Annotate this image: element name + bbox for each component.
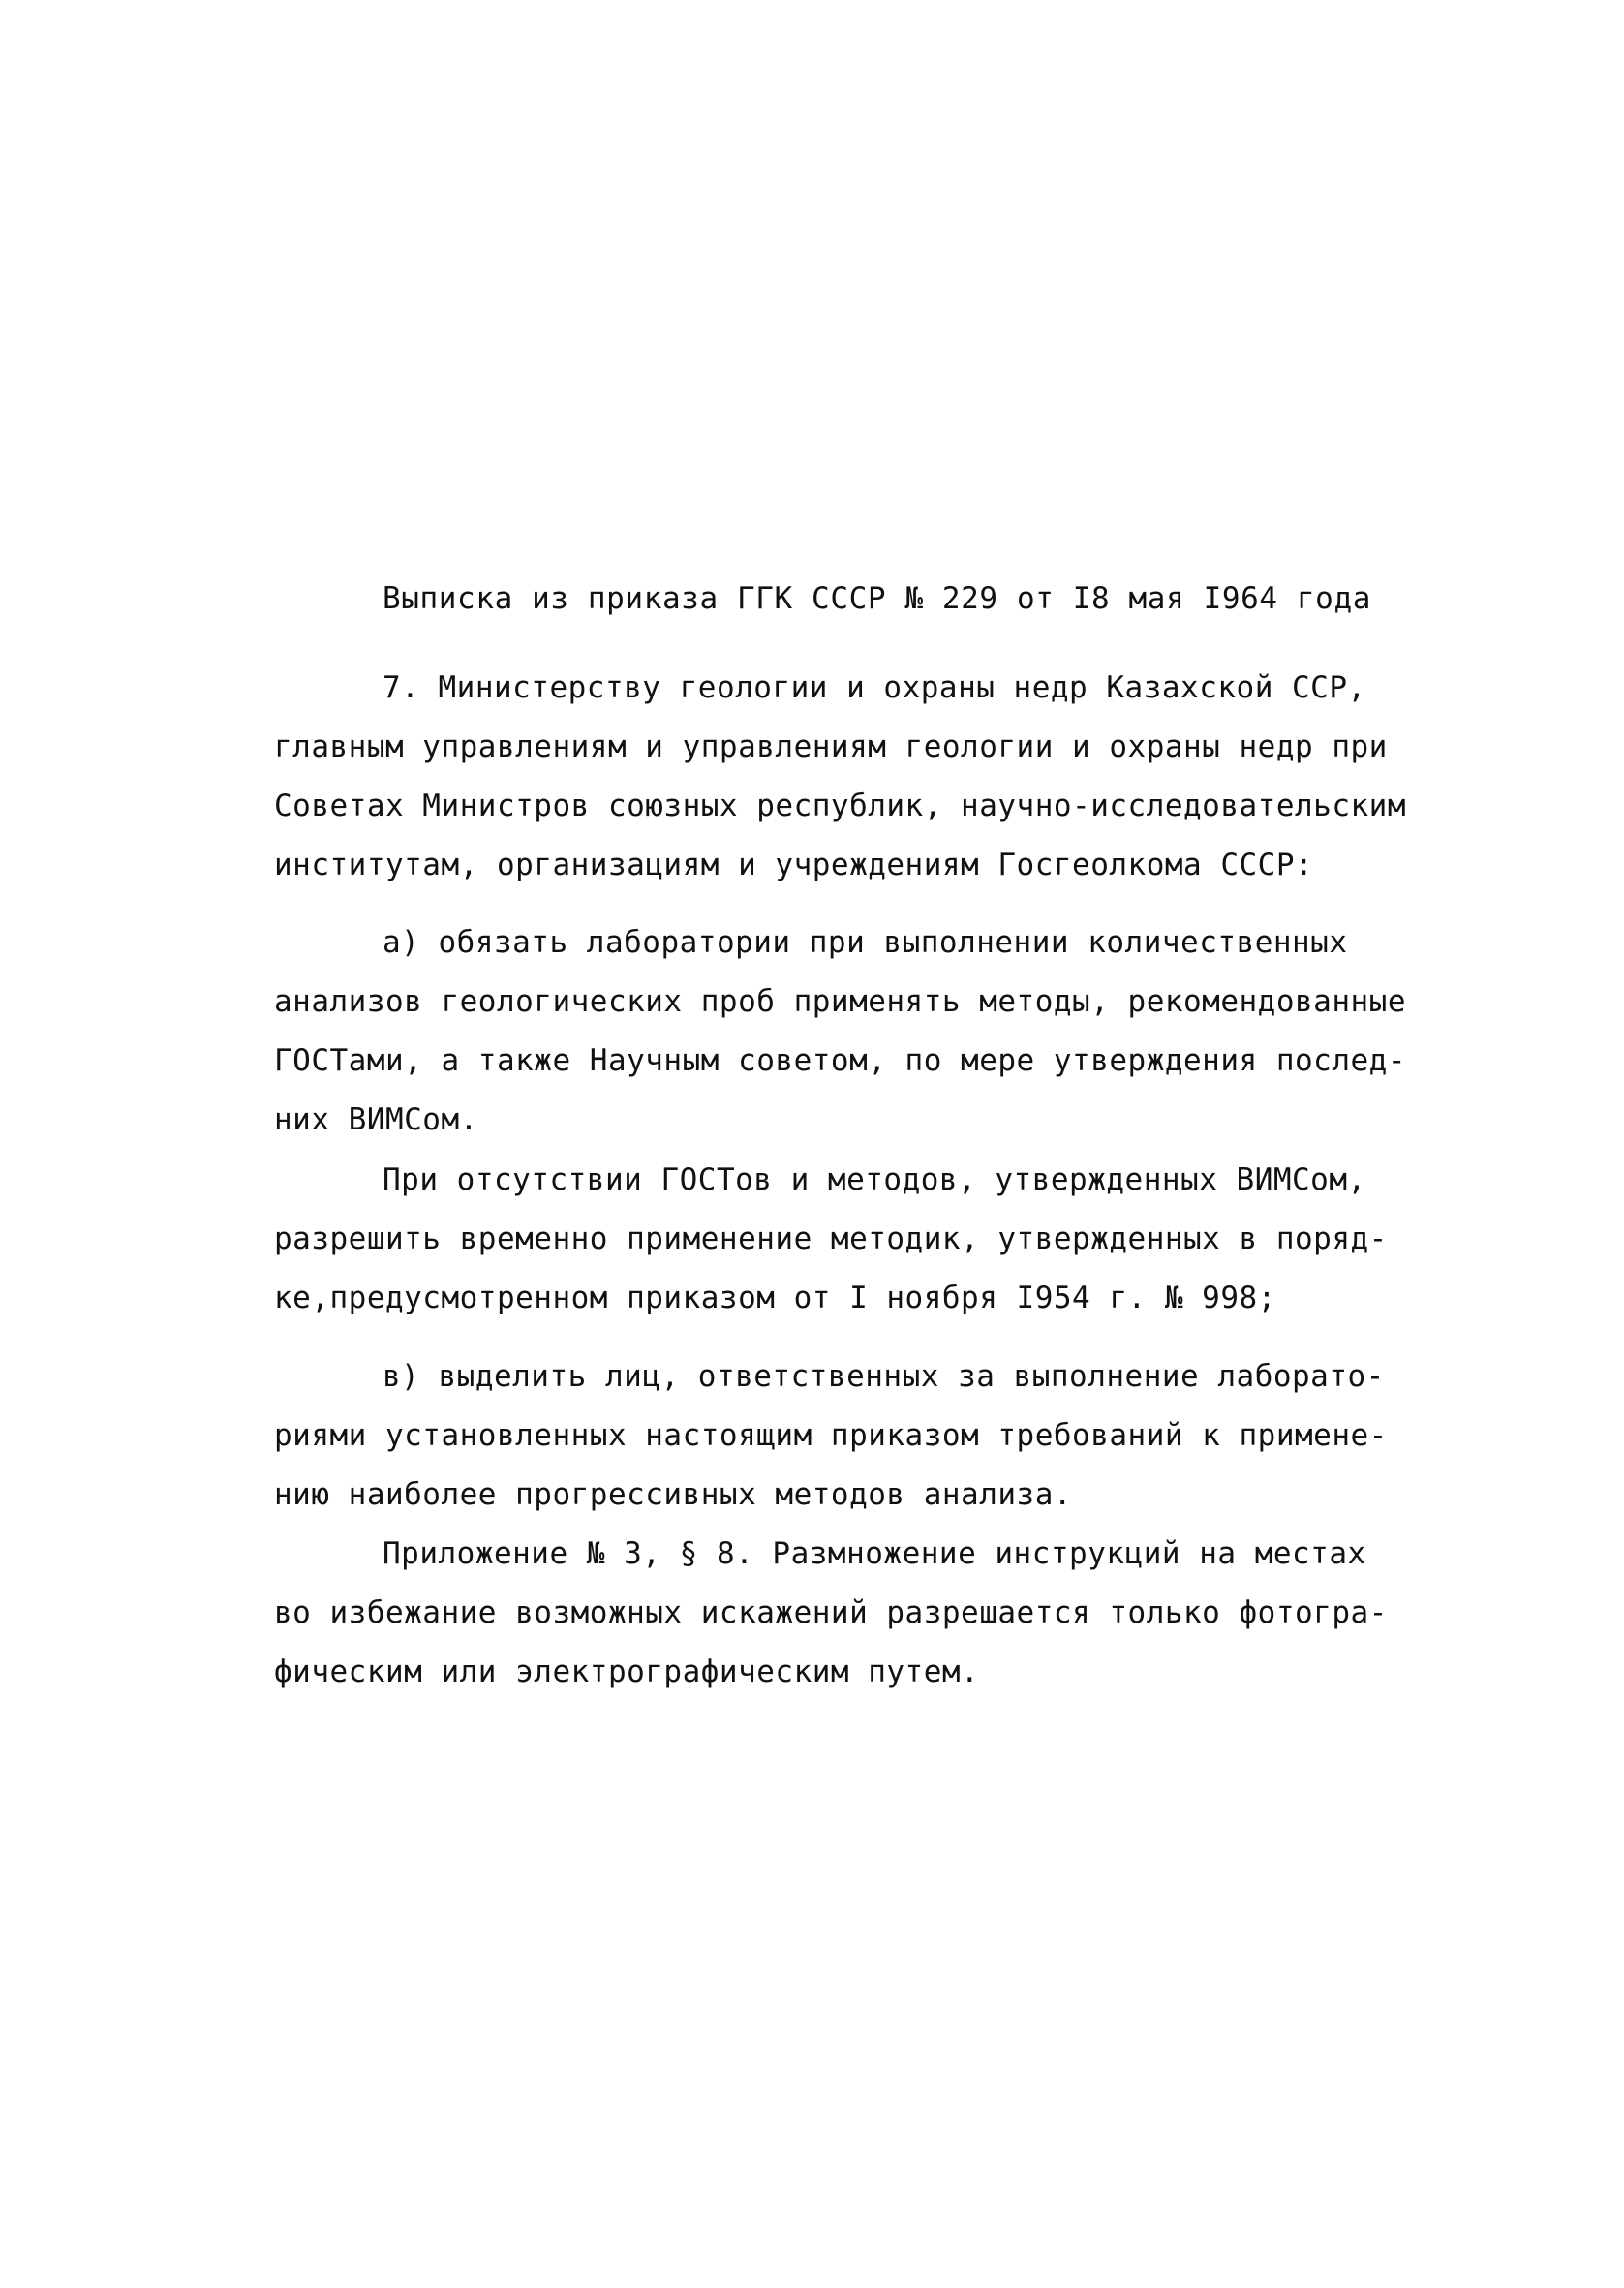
text-line: в) выделить лиц, ответственных за выполнение лаборато-	[383, 1359, 1385, 1394]
text-line: 7. Министерству геологии и охраны недр Казахской ССР,	[383, 670, 1366, 705]
text-line: нию наиболее прогрессивных методов анализа.	[274, 1477, 1073, 1512]
text-line: главным управлениям и управлениям геологии и охраны недр при	[274, 729, 1388, 764]
text-line: При отсутствии ГОСТов и методов, утвержденных ВИМСом,	[383, 1162, 1366, 1197]
text-line: риями установленных настоящим приказом требований к примене-	[274, 1418, 1388, 1453]
text-line: а) обязать лаборатории при выполнении количественных	[383, 925, 1348, 960]
paragraph-subitem-a	[274, 913, 1406, 1150]
text-line: фическим или электрографическим путем.	[274, 1654, 980, 1689]
text-line: во избежание возможных искажений разрешается только фотогра-	[274, 1595, 1388, 1630]
text-line: ГОСТами, а также Научным советом, по мере утверждения послед-	[274, 1043, 1406, 1078]
text-line: институтам, организациям и учреждениям Госгеолкома СССР:	[274, 848, 1314, 882]
paragraph-subitem-v	[274, 1347, 1388, 1525]
paragraph-gost-absence	[274, 1151, 1388, 1328]
text-line: Советах Министров союзных республик, научно-исследовательским	[274, 788, 1406, 823]
text-line: Приложение № 3, § 8. Размножение инструкций на местах	[383, 1536, 1366, 1571]
paragraph-appendix-3	[274, 1525, 1388, 1702]
text-line: анализов геологических проб применять методы, рекомендованные	[274, 984, 1406, 1019]
text-line: разрешить временно применение методик, утвержденных в поряд-	[274, 1221, 1388, 1256]
text-line: ке,предусмотренном приказом от I ноября I954 г. № 998;	[274, 1281, 1276, 1315]
paragraph-item-7	[274, 659, 1406, 895]
document-title: Выписка из приказа ГГК СССР № 229 от I8 мая I964 года	[383, 581, 1371, 616]
text-line: них ВИМСом.	[274, 1102, 478, 1137]
